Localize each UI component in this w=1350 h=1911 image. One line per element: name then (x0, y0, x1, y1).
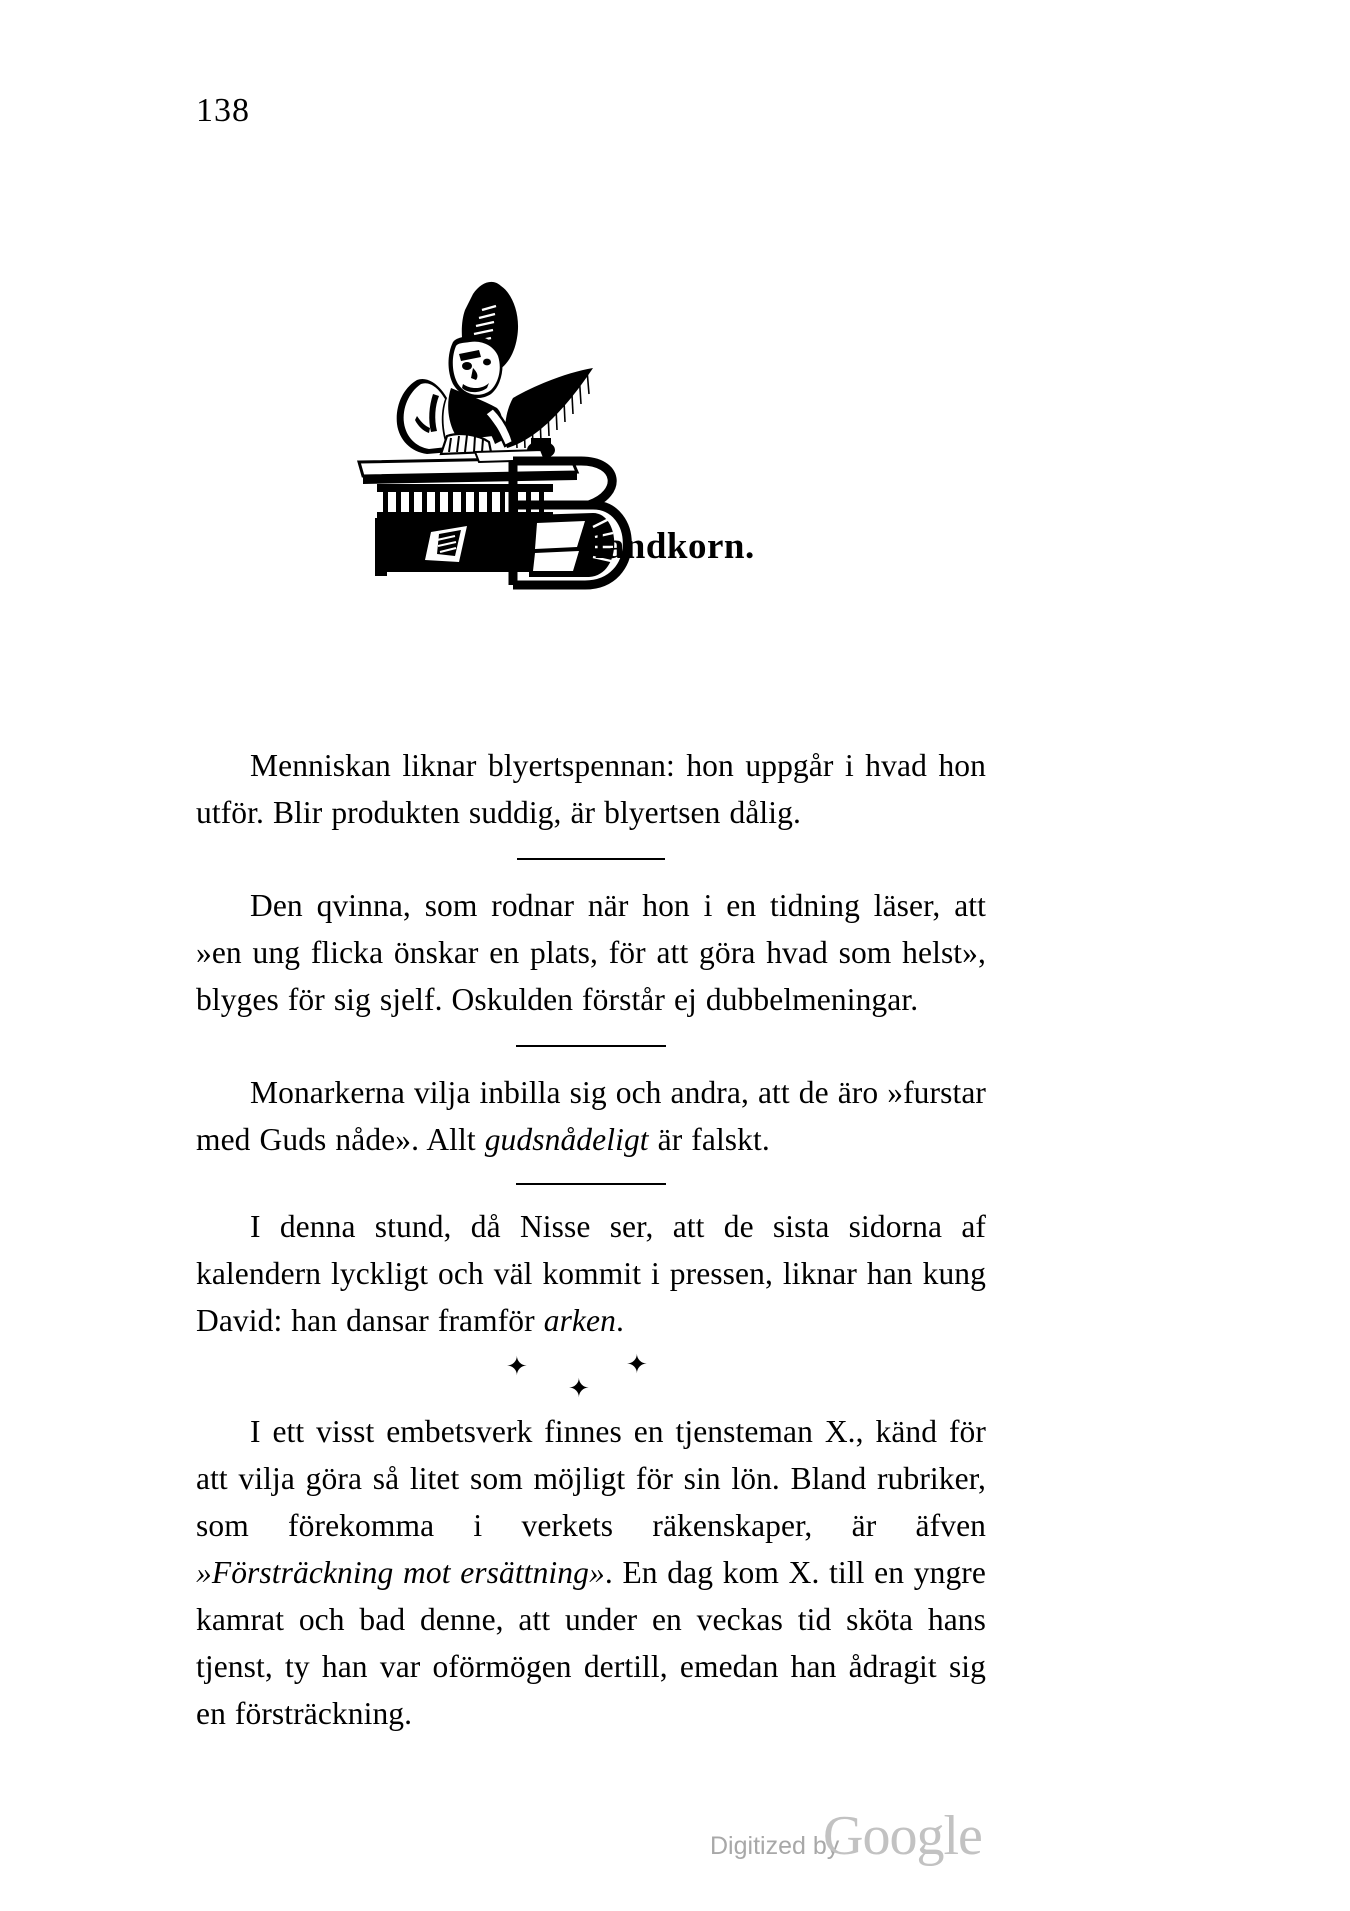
paragraph-2: Den qvinna, som rodnar när hon i en tidning läser, att »en ung flicka önskar en plats, för att göra hvad som helst», blyges för sig sjelf. Oskulden förstår ej dubbelmeningar. (196, 888, 986, 1017)
paragraph-4-italic: arken (543, 1303, 616, 1338)
watermark-prefix-text: Digitized by (710, 1832, 840, 1860)
paragraph-3-post: är falskt. (648, 1122, 770, 1157)
paragraph-separator-3 (196, 1163, 986, 1203)
paragraph-5-italic: »Försträckning mot ersättning» (196, 1555, 605, 1590)
google-logo-text: Google (823, 1805, 982, 1867)
asterisk-left: ✦ (506, 1352, 528, 1381)
paragraph-4-post: . (615, 1303, 624, 1338)
asterisk-separator (196, 1350, 986, 1404)
paragraph-1: Menniskan liknar blyertspennan: hon uppgår i hvad hon utför. Blir produkten suddig, är blyertsen dålig. (196, 748, 986, 830)
paragraph-3 (196, 1069, 986, 1163)
paragraph-separator-1 (196, 836, 986, 882)
paragraph-3-pre: Monarkerna vilja inbilla sig och andra, att de äro »furstar med Guds nåde». Allt (196, 1075, 986, 1157)
paragraph-separator-2 (196, 1023, 986, 1069)
drop-cap-B-icon (473, 453, 733, 593)
rule-line (517, 858, 665, 860)
paragraph-5-post: . En dag kom X. till en yngre kamrat och bad denne, att under en veckas tid sköta hans tjenst, ty han var oförmögen dertill, emedan han ådragit sig en försträckning. (196, 1555, 986, 1731)
text-column (196, 742, 986, 1737)
paragraph-4 (196, 1203, 986, 1344)
asterisk-center: ✦ (568, 1374, 590, 1403)
rule-line (516, 1183, 666, 1185)
asterisk-right: ✦ (626, 1350, 648, 1379)
heading-title-text: landkorn. (595, 526, 755, 567)
paragraph-3-italic: gudsnådeligt (484, 1122, 649, 1157)
paragraph-4-pre: I denna stund, då Nisse ser, att de sista sidorna af kalendern lyckligt och väl kommit i pressen, liknar han kung David: han dansar framför (196, 1209, 986, 1338)
rule-line (516, 1045, 666, 1047)
section-heading (355, 505, 995, 580)
paragraph-5 (196, 1408, 986, 1737)
digitization-watermark (710, 1805, 1130, 1880)
page-number: 138 (196, 92, 250, 129)
paragraph-5-pre: I ett visst embetsverk finnes en tjensteman X., känd för att vilja göra så litet som möjligt för sin lön. Bland rubriker, som förekomma i verkets räkenskaper, är äfven (196, 1414, 986, 1543)
